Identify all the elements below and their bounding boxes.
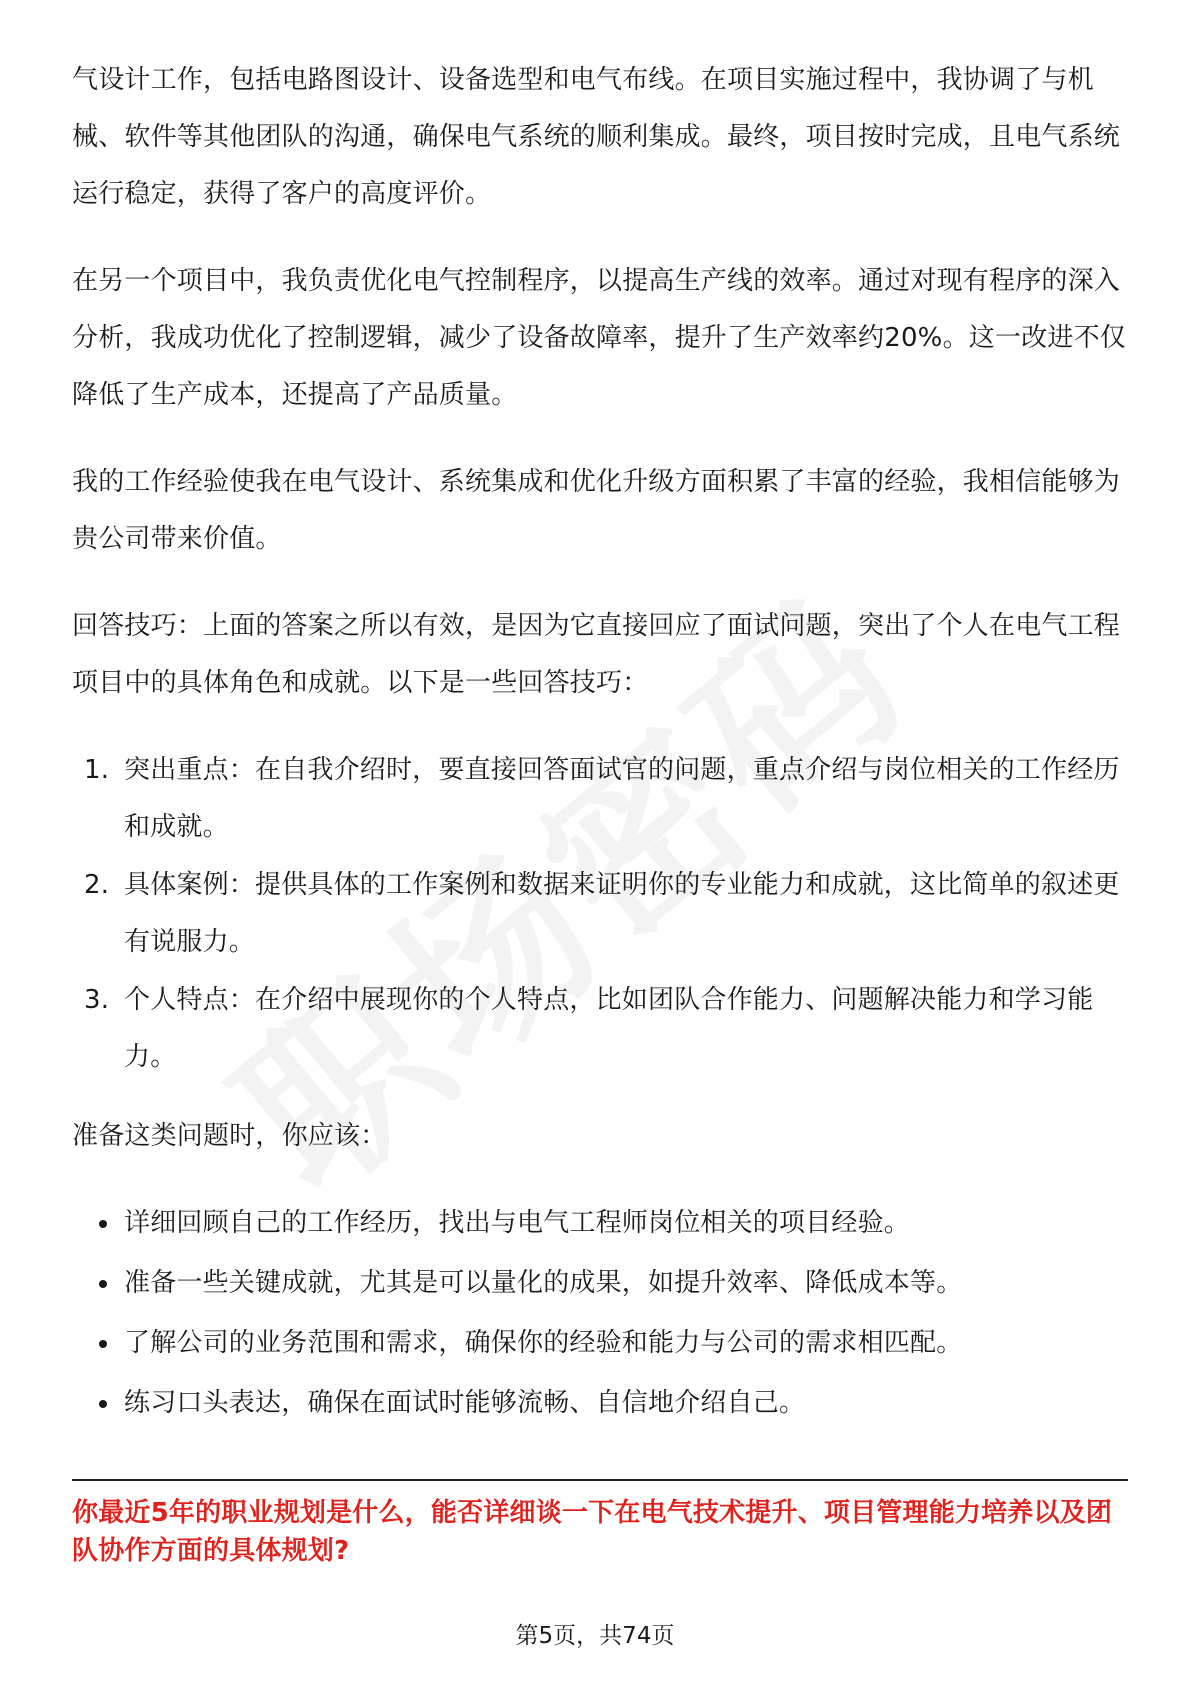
next-question-heading: 你最近5年的职业规划是什么，能否详细谈一下在电气技术提升、项目管理能力培养以及团队协作方面的具体规划? xyxy=(72,1498,1113,1566)
list-item xyxy=(72,742,1128,856)
list-item-text: 了解公司的业务范围和需求，确保你的经验和能力与公司的需求相匹配。 xyxy=(124,1328,963,1358)
list-item-text: 准备一些关键成就，尤其是可以量化的成果，如提升效率、降低成本等。 xyxy=(124,1268,963,1298)
prep-list xyxy=(72,1195,1128,1432)
list-item xyxy=(72,972,1128,1086)
paragraph-answer-tips: 回答技巧：上面的答案之所以有效，是因为它直接回应了面试问题，突出了个人在电气工程项目中的具体角色和成就。以下是一些回答技巧： xyxy=(72,611,1121,698)
list-number: 2. xyxy=(84,870,110,900)
list-item xyxy=(72,1195,1128,1252)
paragraph-experience-summary: 我的工作经验使我在电气设计、系统集成和优化升级方面积累了丰富的经验，我相信能够为贵公司带来价值。 xyxy=(72,467,1121,554)
list-number: 1. xyxy=(84,755,110,785)
bullet-icon xyxy=(99,1340,107,1348)
list-item xyxy=(72,1315,1128,1372)
tips-list xyxy=(72,742,1128,1086)
page-footer: 第5页，共74页 xyxy=(515,1623,675,1649)
bullet-icon xyxy=(99,1220,107,1228)
paragraph-prep-intro: 准备这类问题时，你应该： xyxy=(72,1121,387,1151)
list-item xyxy=(72,1255,1128,1312)
list-item xyxy=(72,857,1128,971)
list-item-text: 个人特点：在介绍中展现你的个人特点，比如团队合作能力、问题解决能力和学习能力。 xyxy=(124,985,1094,1072)
list-number: 3. xyxy=(84,985,110,1015)
bullet-icon xyxy=(99,1400,107,1408)
list-item xyxy=(72,1375,1128,1432)
list-item-text: 具体案例：提供具体的工作案例和数据来证明你的专业能力和成就，这比简单的叙述更有说服力。 xyxy=(124,870,1120,957)
document-body xyxy=(72,52,1128,1452)
list-item-text: 练习口头表达，确保在面试时能够流畅、自信地介绍自己。 xyxy=(124,1388,806,1418)
bullet-icon xyxy=(99,1280,107,1288)
section-divider xyxy=(72,1479,1128,1481)
paragraph-project-2: 在另一个项目中，我负责优化电气控制程序，以提高生产线的效率。通过对现有程序的深入分析，我成功优化了控制逻辑，减少了设备故障率，提升了生产效率约20%。这一改进不仅降低了生产成本，还提高了产品质量。 xyxy=(72,266,1126,410)
paragraph-project-1: 气设计工作，包括电路图设计、设备选型和电气布线。在项目实施过程中，我协调了与机械、软件等其他团队的沟通，确保电气系统的顺利集成。最终，项目按时完成，且电气系统运行稳定，获得了客户的高度评价。 xyxy=(72,65,1121,209)
list-item-text: 突出重点：在自我介绍时，要直接回答面试官的问题，重点介绍与岗位相关的工作经历和成就。 xyxy=(124,755,1120,842)
list-item-text: 详细回顾自己的工作经历，找出与电气工程师岗位相关的项目经验。 xyxy=(124,1208,911,1238)
